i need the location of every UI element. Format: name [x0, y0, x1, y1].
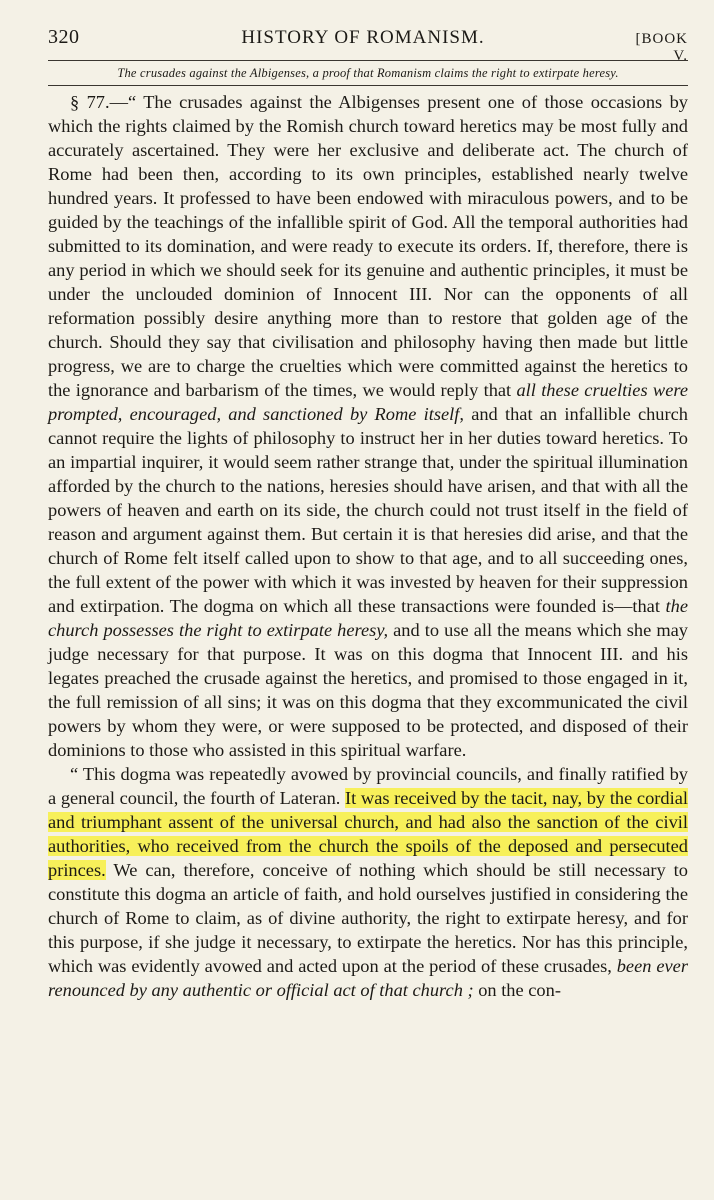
book-section: [BOOK V. [635, 31, 688, 64]
paragraph-dogma [48, 762, 688, 1002]
subheading-rule [48, 85, 688, 86]
p1-italic-2: the church possesses the right to extirpate heresy, [48, 596, 688, 640]
p1-text-3: and to use all the means which she may judge necessary for that purpose. It was on this dogma that Innocent III. and his legates preached the crusade against the heretics, and promised to those engaged in it, the full remission of all sins; it was on this dogma that they excommunicated the civil powers by whom they were, or were supposed to be protected, and disposed of their dominions to those who assisted in this spiritual warfare. [48, 620, 688, 760]
running-head [48, 26, 688, 64]
highlighted-passage: It was received by the tacit, nay, by the cordial and triumphant assent of the universal church, and had also the sanction of the civil authorities, who received from the church the spoils of the deposed and persecuted princes. [48, 788, 688, 880]
p2-italic-1: been ever renounced by any authentic or official act of that church ; [48, 956, 688, 1000]
page-number: 320 [48, 26, 80, 48]
p2-text-2: We can, therefore, conceive of nothing which should be still necessary to constitute this dogma an article of faith, and hold ourselves justified in considering the church of Rome to claim, as of divine authority, the right to extirpate heresy, and for this purpose, if she judge it necessary, to extirpate the heretics. Nor has this principle, which was evidently avowed and acted upon at the period of these crusades, [48, 860, 688, 976]
p2-text-3: on the con- [473, 980, 561, 1000]
section-subheading: The crusades against the Albigenses, a proof that Romanism claims the right to extirpate heresy. [117, 66, 619, 80]
p1-text-2: and that an infallible church cannot require the lights of philosophy to instruct her in her duties toward heretics. To an impartial inquirer, it would seem rather strange that, under the spiritual illumination afforded by the church to the nations, heresies should have arisen, and that with all the powers of heaven and earth on its side, the church could not trust itself in the field of reason and argument against them. But certain it is that heresies did arise, and that the church of Rome felt itself called upon to show to that age, and to all succeeding ones, the full extent of the power with which it was invested by heaven for their suppression and extirpation. The dogma on which all these transactions were founded is—that [48, 404, 688, 616]
paragraph-77 [48, 90, 688, 762]
p2-text-1: “ This dogma was repeatedly avowed by provincial councils, and finally ratified by a general council, the fourth of Lateran. [48, 764, 688, 808]
p1-italic-1: all these cruelties were prompted, encouraged, and sanctioned by Rome itself, [48, 380, 688, 424]
book-title: HISTORY OF ROMANISM. [241, 27, 485, 48]
p1-text-1: § 77.—“ The crusades against the Albigenses present one of those occasions by which the rights claimed by the Romish church toward heretics may be most fully and accurately ascertained. They were her exclusive and deliberate act. The church of Rome had been then, according to its own principles, established nearly twelve hundred years. It professed to have been endowed with miraculous powers, and to be guided by the teachings of the infallible spirit of God. All the temporal authorities had submitted to its domination, and were ready to execute its orders. If, therefore, there is any period in which we should seek for its genuine and authentic principles, it must be under the unclouded dominion of Innocent III. Nor can the opponents of all reformation possibly desire anything more than to restore that golden age of the church. Should they say that civilisation and philosophy having then made but little progress, we are to charge the cruelties which were committed against the heretics to the ignorance and barbarism of the times, we would reply that [48, 92, 688, 400]
body-text [48, 90, 688, 1002]
